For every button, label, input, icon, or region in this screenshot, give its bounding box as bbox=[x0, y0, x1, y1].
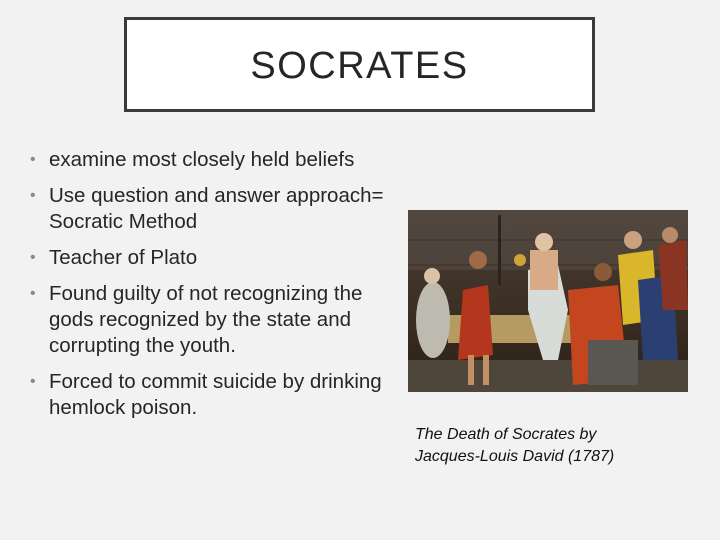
slide-title: SOCRATES bbox=[250, 45, 469, 87]
bullet-text: Use question and answer approach= Socratic Method bbox=[49, 184, 384, 233]
caption-line-1: The Death of Socrates by bbox=[415, 426, 597, 443]
bullet-item bbox=[30, 183, 390, 235]
bullet-text: Teacher of Plato bbox=[49, 246, 198, 269]
caption-line-2: Jacques-Louis David (1787) bbox=[415, 448, 615, 465]
bullet-text: examine most closely held beliefs bbox=[49, 148, 355, 171]
bullet-text: Found guilty of not recognizing the gods recognized by the state and corrupting the youth. bbox=[49, 282, 363, 357]
bullet-icon: • bbox=[30, 285, 36, 302]
bullet-item bbox=[30, 245, 390, 271]
bullet-list bbox=[30, 147, 390, 431]
death-of-socrates-painting bbox=[408, 210, 688, 392]
bullet-item bbox=[30, 147, 390, 173]
bullet-icon: • bbox=[30, 151, 36, 168]
bullet-item bbox=[30, 281, 390, 359]
bullet-icon: • bbox=[30, 373, 36, 390]
painting-caption bbox=[415, 424, 614, 468]
bullet-icon: • bbox=[30, 187, 36, 204]
title-box bbox=[124, 17, 595, 112]
bullet-item bbox=[30, 369, 390, 421]
bullet-text: Forced to commit suicide by drinking hemlock poison. bbox=[49, 370, 382, 419]
bullet-icon: • bbox=[30, 249, 36, 266]
